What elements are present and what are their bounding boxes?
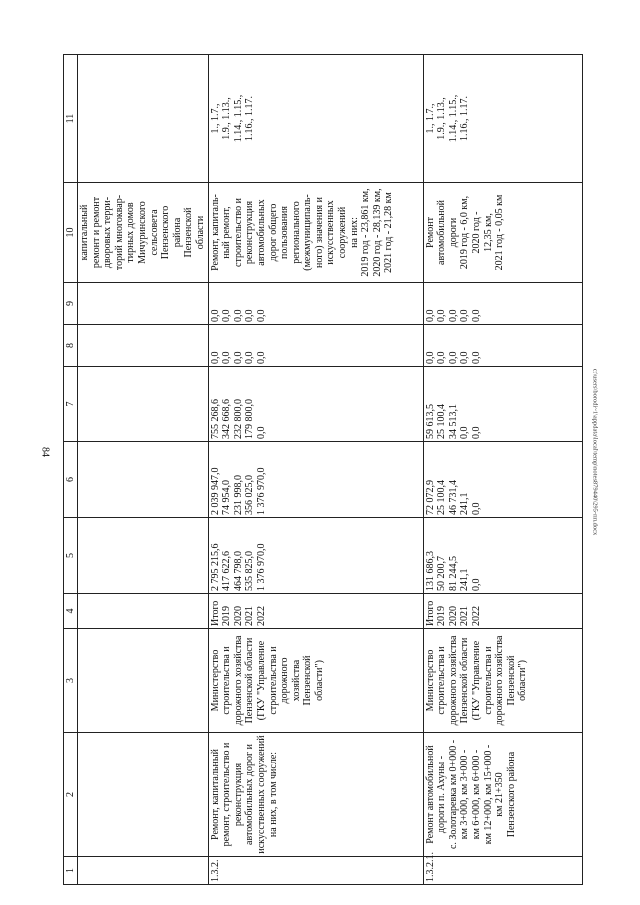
text-line: 179 800,0 xyxy=(244,399,256,439)
text-line: 2022 xyxy=(255,606,267,626)
text-line: 342 668,6 xyxy=(221,399,233,439)
text-line: 2020 год - xyxy=(470,211,482,254)
continuation-description xyxy=(78,183,209,283)
text-line: на них, в том числе: xyxy=(267,751,279,838)
text-line: реконструкция xyxy=(232,762,244,827)
result-description xyxy=(208,183,423,283)
rotated-table-container xyxy=(63,55,583,885)
text-line: дорожного хозяйства xyxy=(447,635,459,726)
text-line: Ремонт xyxy=(424,217,436,248)
text-line: хозяйства xyxy=(290,659,302,702)
text-line: 25 100,4 xyxy=(436,404,448,439)
other-funding-cell xyxy=(423,283,582,325)
col-header-9: 9 xyxy=(64,283,78,325)
text-line: 0,0 xyxy=(221,351,233,364)
text-line: Пензенской xyxy=(302,655,314,706)
text-line: 81 244,5 xyxy=(447,556,459,591)
text-line: км 21+350 xyxy=(494,772,506,817)
text-line: дороги п. Ахуны - xyxy=(436,755,448,834)
indicator-links xyxy=(423,55,582,183)
text-line: 0,0 xyxy=(221,309,233,322)
text-line: Ремонт автомобильной xyxy=(424,745,436,844)
text-line: Министерство xyxy=(424,649,436,712)
text-line: 1.16., 1.17. xyxy=(244,96,256,141)
text-line: Пензенской xyxy=(505,655,517,706)
text-line: 2021 год - 21,28 км xyxy=(383,192,395,273)
text-line: 0,0 xyxy=(470,351,482,364)
text-line: дороги xyxy=(447,217,459,248)
text-line: торий многоквар- xyxy=(113,194,125,271)
text-line: 2022 xyxy=(470,606,482,626)
col-header-2: 2 xyxy=(64,733,78,857)
text-line: ремонт, строительство и xyxy=(221,742,233,847)
text-line: строительство и xyxy=(232,198,244,267)
text-line: 241,1 xyxy=(459,492,471,515)
text-line: 0,0 xyxy=(436,351,448,364)
federal-funding-cell xyxy=(208,442,423,518)
text-line: 2019 xyxy=(436,606,448,626)
text-line: 535 825,0 xyxy=(244,551,256,591)
text-line: 2019 xyxy=(221,606,233,626)
text-line: 2019 год - 23,861 км, xyxy=(360,188,372,277)
table-row xyxy=(208,55,423,885)
text-line: дорог общего xyxy=(267,203,279,262)
total-funding-cell xyxy=(208,518,423,594)
text-line: 72 072,9 xyxy=(424,480,436,515)
text-line: района xyxy=(171,217,183,248)
text-line: 0,0 xyxy=(244,309,256,322)
text-line: Министерство xyxy=(209,649,221,712)
program-table xyxy=(63,54,583,885)
text-line: Мичуринского xyxy=(136,201,148,264)
text-line: дорожного xyxy=(279,657,291,704)
col-header-5: 5 xyxy=(64,518,78,594)
text-line: 131 686,3 xyxy=(424,551,436,591)
table-row xyxy=(423,55,582,885)
text-line: 1.3.2.1. xyxy=(424,852,436,882)
text-line: 0,0 xyxy=(232,309,244,322)
years-cell xyxy=(423,594,582,629)
text-line: сельсовета xyxy=(148,209,160,256)
text-line: 0,0 xyxy=(424,309,436,322)
text-line: Пензенской области xyxy=(244,637,256,724)
text-line: на них: xyxy=(348,217,360,248)
text-line: 755 268,6 xyxy=(209,399,221,439)
text-line: (межмуниципаль- xyxy=(302,194,314,271)
text-line: области") xyxy=(517,660,529,701)
text-line: 0,0 xyxy=(470,578,482,591)
text-line: 50 200,7 xyxy=(436,556,448,591)
text-line: (ГКУ "Управление xyxy=(255,640,267,721)
text-line: 59 613,5 xyxy=(424,404,436,439)
footer-file-path: c:\users\borodi~1\appdata\local\temp\notes879440\295-пп.docx xyxy=(591,368,599,536)
text-line: 0,0 xyxy=(255,309,267,322)
col-header-6: 6 xyxy=(64,442,78,518)
text-line: 2020 год - 28,139 км, xyxy=(371,188,383,277)
responsible-organization xyxy=(208,629,423,733)
text-line: 0,0 xyxy=(436,309,448,322)
col-header-10: 10 xyxy=(64,183,78,283)
responsible-organization xyxy=(423,629,582,733)
text-line: строительства и xyxy=(221,646,233,715)
table-row-continuation xyxy=(78,55,209,885)
text-line: 0,0 xyxy=(255,426,267,439)
text-line: 0,0 xyxy=(459,309,471,322)
text-line: 356 025,0 xyxy=(244,475,256,515)
text-line: искусственных сооружений xyxy=(255,735,267,854)
text-line: тирных домов xyxy=(125,202,137,263)
row-number xyxy=(423,852,582,885)
text-line: 1.14., 1.15., xyxy=(447,94,459,143)
local-funding-cell xyxy=(423,325,582,367)
result-description xyxy=(423,183,582,283)
text-line: 0,0 xyxy=(244,351,256,364)
federal-funding-cell xyxy=(423,442,582,518)
page-number: 84 xyxy=(39,447,51,457)
text-line: 0,0 xyxy=(255,351,267,364)
text-line: ремонт и ремонт xyxy=(90,196,102,269)
text-line: Пензенского xyxy=(160,205,172,260)
text-line: области xyxy=(194,215,206,250)
text-line: Итого xyxy=(424,600,436,626)
years-cell xyxy=(208,594,423,629)
text-line: 1.14., 1.15., xyxy=(232,94,244,143)
text-line: 0,0 xyxy=(447,351,459,364)
text-line: регионального xyxy=(290,201,302,264)
row-number xyxy=(208,857,423,885)
text-line: 1.16., 1.17. xyxy=(459,96,471,141)
col-header-1: 1 xyxy=(64,857,78,885)
text-line: 1.9., 1.13., xyxy=(436,97,448,140)
text-line: строительства и xyxy=(482,646,494,715)
text-line: 2020 xyxy=(447,606,459,626)
text-line: 12,35 км, xyxy=(482,213,494,252)
text-line: 46 731,4 xyxy=(447,480,459,515)
text-line: 1 376 970,0 xyxy=(255,467,267,515)
text-line: Итого xyxy=(209,600,221,626)
text-line: 2020 xyxy=(232,606,244,626)
text-line: автомобильных xyxy=(255,199,267,266)
text-line: 34 513,1 xyxy=(447,404,459,439)
text-line: 0,0 xyxy=(447,309,459,322)
text-line: ного) значения и xyxy=(313,197,325,268)
text-line: строительства и xyxy=(267,646,279,715)
text-line: строительства и xyxy=(436,646,448,715)
local-funding-cell xyxy=(208,325,423,367)
other-funding-cell xyxy=(208,283,423,325)
text-line: 464 798,0 xyxy=(232,551,244,591)
regional-funding-cell xyxy=(208,367,423,442)
text-line: реконструкция xyxy=(244,200,256,265)
text-line: Пензенской xyxy=(183,207,195,258)
col-header-3: 3 xyxy=(64,629,78,733)
text-line: дорожного хозяйства xyxy=(494,635,506,726)
indicator-links xyxy=(208,55,423,183)
text-line: 74 954,0 xyxy=(221,480,233,515)
text-line: 241,1 xyxy=(459,568,471,591)
text-line: км 3+000, км 3+000 - xyxy=(459,749,471,840)
text-line: дорожного хозяйства xyxy=(232,635,244,726)
text-line: 0,0 xyxy=(209,351,221,364)
text-line: сооружений xyxy=(337,206,349,259)
text-line: 1., 1.7., xyxy=(424,103,436,134)
col-header-11: 11 xyxy=(64,55,78,183)
col-header-8: 8 xyxy=(64,325,78,367)
text-line: км 6+000, км 6+000 - xyxy=(470,749,482,840)
activity-name xyxy=(208,733,423,857)
text-line: Пензенской области xyxy=(459,637,471,724)
text-line: 25 100,4 xyxy=(436,480,448,515)
text-line: области") xyxy=(313,660,325,701)
text-line: дворовых терри- xyxy=(102,196,114,269)
text-line: 2021 xyxy=(244,606,256,626)
text-line: 0,0 xyxy=(459,351,471,364)
col-header-7: 7 xyxy=(64,367,78,442)
text-line: (ГКУ "Управление xyxy=(470,640,482,721)
text-line: 231 998,0 xyxy=(232,475,244,515)
text-line: Пензенского района xyxy=(505,751,517,838)
column-number-row xyxy=(64,55,78,885)
text-line: капитальный xyxy=(79,204,90,261)
text-line: 2019 год - 6,0 км, xyxy=(459,195,471,270)
text-line: искусственных xyxy=(325,200,337,265)
text-line: с. Золотаревка км 0+000 - xyxy=(447,739,459,850)
text-line: 0,0 xyxy=(470,426,482,439)
col-header-4: 4 xyxy=(64,594,78,629)
text-line: 0,0 xyxy=(470,309,482,322)
text-line: 1 376 970,0 xyxy=(255,543,267,591)
text-line: автомобильных дорог и xyxy=(244,744,256,845)
text-line: 1.9., 1.13., xyxy=(221,97,233,140)
regional-funding-cell xyxy=(423,367,582,442)
text-line: 0,0 xyxy=(424,351,436,364)
text-line: 417 622,6 xyxy=(221,551,233,591)
total-funding-cell xyxy=(423,518,582,594)
text-line: 2021 год - 0,05 км xyxy=(494,194,506,271)
text-line: ный ремонт, xyxy=(221,206,233,259)
text-line: км 12+000, км 15+000 - xyxy=(482,744,494,845)
text-line: 0,0 xyxy=(209,309,221,322)
text-line: 1.3.2. xyxy=(209,859,221,882)
text-line: 232 800,0 xyxy=(232,399,244,439)
text-line: 0,0 xyxy=(232,351,244,364)
text-line: 2 039 947,0 xyxy=(209,467,221,515)
text-line: пользования xyxy=(279,206,291,259)
text-line: 2021 xyxy=(459,606,471,626)
text-line: автомобильной xyxy=(436,200,448,265)
text-line: Ремонт, капитальный xyxy=(209,749,221,840)
text-line: 0,0 xyxy=(470,502,482,515)
text-line: 0,0 xyxy=(459,426,471,439)
activity-name xyxy=(423,733,582,857)
text-line: Ремонт, капиталь- xyxy=(209,194,221,271)
text-line: 2 795 215,6 xyxy=(209,543,221,591)
text-line: 1., 1.7., xyxy=(209,103,221,134)
